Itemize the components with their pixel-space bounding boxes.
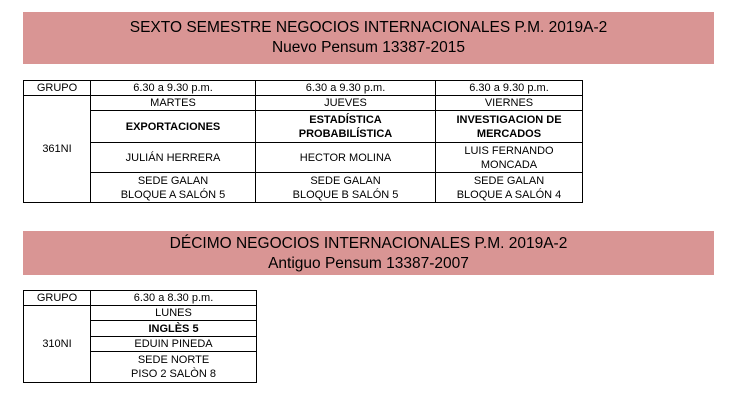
place-line: SEDE GALAN bbox=[473, 174, 545, 187]
place-line: PISO 2 SALÒN 8 bbox=[131, 368, 216, 380]
time-cell: 6.30 a 9.30 p.m. bbox=[91, 81, 256, 96]
course-line: ESTADÍSTICA bbox=[309, 113, 382, 126]
group-header: GRUPO bbox=[24, 291, 91, 306]
course-cell bbox=[91, 111, 256, 143]
time-cell: 6.30 a 8.30 p.m. bbox=[91, 291, 257, 306]
section1-subtitle: Nuevo Pensum 13387-2015 bbox=[271, 39, 466, 56]
time-cell: 6.30 a 9.30 p.m. bbox=[256, 81, 436, 96]
place-line: BLOQUE B SALÓN 5 bbox=[292, 188, 399, 201]
section1-schedule-table bbox=[23, 80, 583, 203]
place-cell bbox=[256, 173, 436, 203]
course-cell bbox=[436, 111, 583, 143]
day-cell: MARTES bbox=[91, 96, 256, 111]
section2-banner bbox=[23, 231, 714, 275]
course-line: PROBABILÍSTICA bbox=[298, 127, 393, 140]
day-cell: LUNES bbox=[91, 306, 257, 321]
section2-subtitle: Antiguo Pensum 13387-2007 bbox=[268, 255, 469, 272]
place-cell bbox=[436, 173, 583, 203]
place-cell bbox=[91, 173, 256, 203]
teacher-cell: EDUIN PINEDA bbox=[91, 337, 257, 352]
teacher-line: JULIÁN HERRERA bbox=[125, 151, 221, 164]
group-code: 361NI bbox=[24, 96, 91, 203]
teacher-cell bbox=[436, 143, 583, 173]
section2-title: DÉCIMO NEGOCIOS INTERNACIONALES P.M. 2019A-2 bbox=[169, 235, 568, 252]
section1-title: SEXTO SEMESTRE NEGOCIOS INTERNACIONALES P.M. 2019A-2 bbox=[129, 19, 608, 36]
place-line: SEDE GALAN bbox=[310, 174, 381, 187]
course-cell: INGLÈS 5 bbox=[91, 321, 257, 337]
place-line: BLOQUE A SALÓN 4 bbox=[456, 188, 562, 201]
teacher-cell bbox=[256, 143, 436, 173]
course-line: MERCADOS bbox=[476, 127, 542, 140]
course-cell bbox=[256, 111, 436, 143]
teacher-line: MONCADA bbox=[480, 158, 538, 171]
teacher-line: LUIS FERNANDO bbox=[464, 144, 554, 157]
day-cell: VIERNES bbox=[436, 96, 583, 111]
place-cell bbox=[91, 352, 257, 383]
course-line: EXPORTACIONES bbox=[125, 120, 221, 133]
time-cell: 6.30 a 9.30 p.m. bbox=[436, 81, 583, 96]
group-header: GRUPO bbox=[24, 81, 91, 96]
section2-schedule-table bbox=[23, 290, 257, 383]
place-line: SEDE GALAN bbox=[137, 174, 209, 187]
place-line: BLOQUE A SALÓN 5 bbox=[120, 188, 226, 201]
teacher-cell bbox=[91, 143, 256, 173]
place-line: SEDE NORTE bbox=[137, 354, 210, 366]
course-line: INVESTIGACION DE bbox=[456, 113, 562, 126]
teacher-line: HECTOR MOLINA bbox=[299, 151, 392, 164]
group-code: 310NI bbox=[24, 306, 91, 383]
day-cell: JUEVES bbox=[256, 96, 436, 111]
section1-banner bbox=[23, 12, 714, 64]
